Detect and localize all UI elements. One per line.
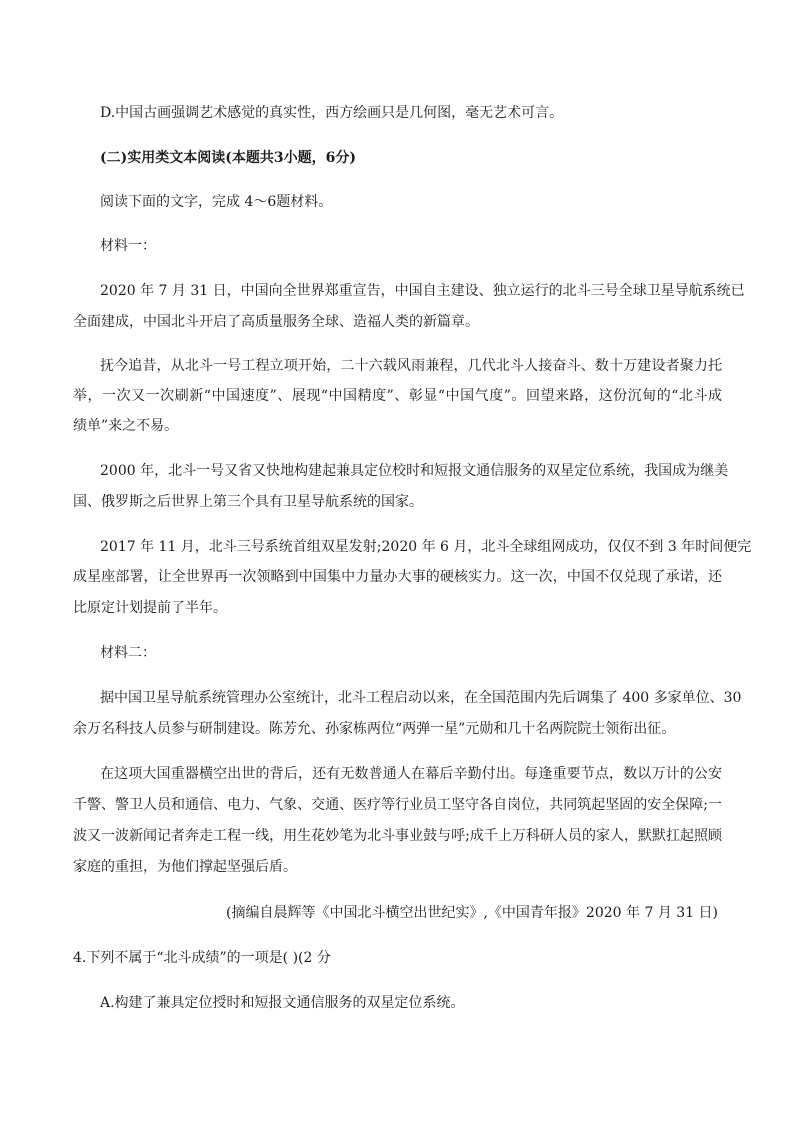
para6-line4: 家庭的重担，为他们撑起坚强后盾。 — [73, 859, 297, 875]
para2-line2: 举，一次又一次刷新“中国速度”、展现“中国精度”、彰显“中国气度”。回望来路，这份沉甸的“北斗成 — [73, 388, 722, 404]
para3-line1: 2000 年，北斗一号又省又快地构建起兼具定位校时和短报文通信服务的双星定位系统，我国成为继美 — [100, 463, 729, 479]
para2-line3: 绩单”来之不易。 — [73, 418, 179, 434]
para1-line1: 2020 年 7 月 31 日，中国向全世界郑重宣告，中国自主建设、独立运行的北斗三号全球卫星导航系统已 — [100, 283, 745, 299]
para2-line1: 抚今追昔，从北斗一号工程立项开始，二十六载风雨兼程，几代北斗人接奋斗、数十万建设者聚力托 — [100, 358, 722, 374]
para1-line2: 全面建成，中国北斗开启了高质量服务全球、造福人类的新篇章。 — [73, 314, 479, 330]
source-citation: (摘编自晨辉等《中国北斗横空出世纪实》,《中国青年报》2020 年 7 月 31 日) — [226, 905, 718, 921]
para6-line3: 波又一波新闻记者奔走工程一线，用生花妙笔为北斗事业鼓与呼;成千上万科研人员的家人，默默扛起照顾 — [73, 828, 722, 844]
option-d: D.中国古画强调艺术感觉的真实性，西方绘画只是几何图，毫无艺术可言。 — [100, 105, 564, 121]
question-4: 4.下列不属于“北斗成绩”的一项是( )(2 分 — [73, 950, 331, 966]
para4-line3: 比原定计划提前了半年。 — [73, 600, 227, 616]
material-two-label: 材料二： — [100, 645, 156, 661]
para6-line1: 在这项大国重器横空出世的背后，还有无数普通人在幕后辛勤付出。每逢重要节点，数以万计的公安 — [100, 766, 722, 782]
material-one-label: 材料一： — [100, 238, 156, 254]
para4-line1: 2017 年 11 月，北斗三号系统首组双星发射;2020 年 6 月，北斗全球组网成功，仅仅不到 3 年时间便完 — [100, 539, 752, 555]
para6-line2: 千警、警卫人员和通信、电力、气象、交通、医疗等行业员工坚守各自岗位，共同筑起坚固的安全保障;一 — [73, 797, 722, 813]
para5-line2: 余万名科技人员参与研制建设。陈芳允、孙家栋两位“两弹一星”元勋和几十名两院院士领衔出征。 — [73, 721, 676, 737]
para3-line2: 国、俄罗斯之后世界上第三个具有卫星导航系统的国家。 — [73, 494, 423, 510]
question-4-option-a: A.构建了兼具定位授时和短报文通信服务的双星定位系统。 — [100, 995, 465, 1011]
instruction: 阅读下面的文字，完成 4～6题材料。 — [100, 194, 333, 210]
section-title: (二)实用类文本阅读(本题共3小题，6分) — [100, 150, 356, 166]
para4-line2: 成星座部署，让全世界再一次领略到中国集中力量办大事的硬核实力。这一次，中国不仅兑现了承诺，还 — [73, 569, 722, 585]
para5-line1: 据中国卫星导航系统管理办公室统计，北斗工程启动以来，在全国范围内先后调集了 400 多家单位、30 — [100, 690, 742, 706]
